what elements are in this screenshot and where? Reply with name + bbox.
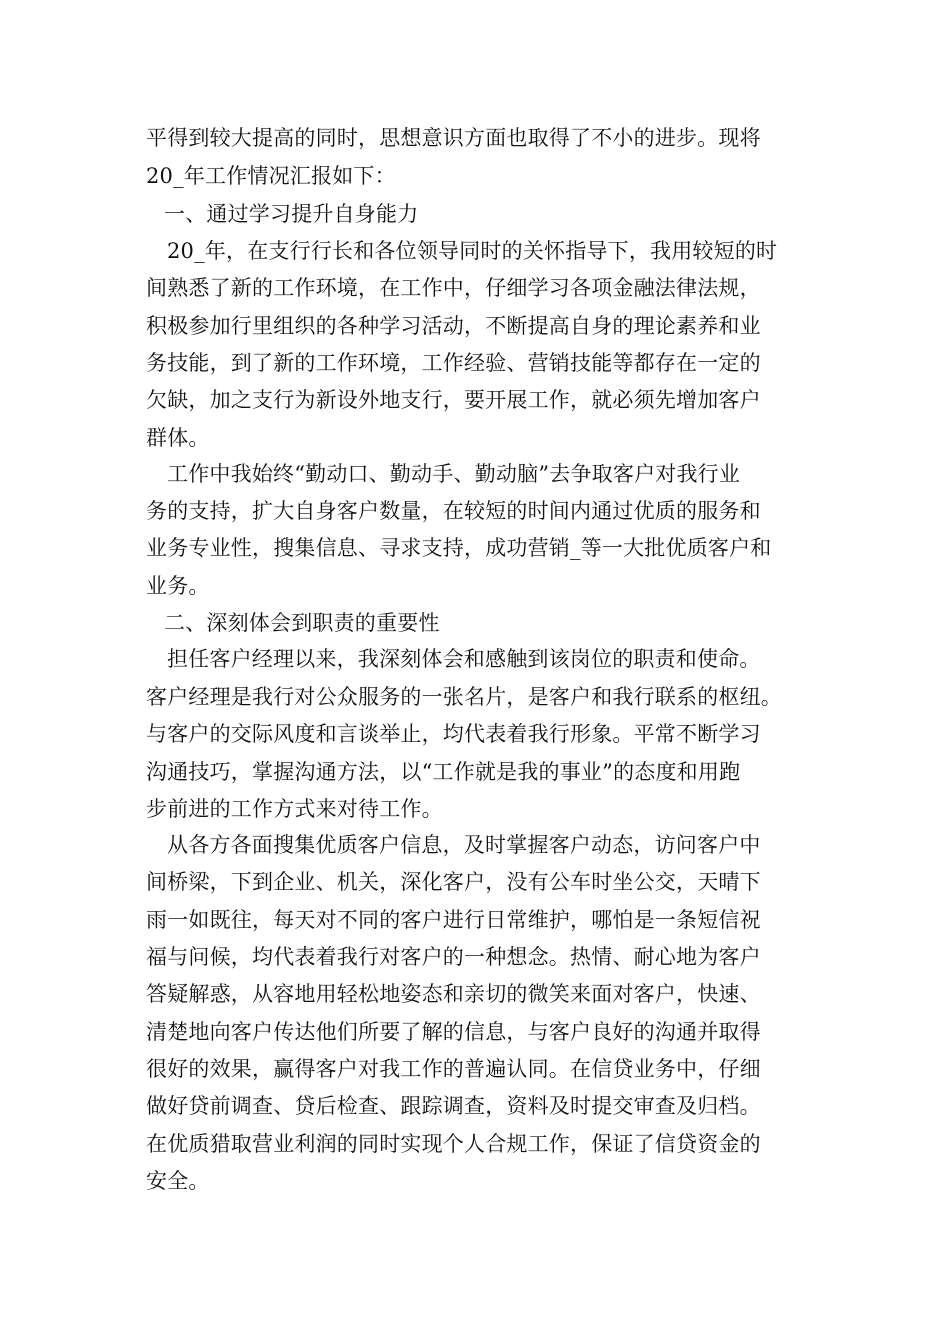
- paragraph-line: 安全。: [146, 1169, 210, 1193]
- paragraph-line: 担任客户经理以来，我深刻体会和感触到该岗位的职责和使命。: [167, 647, 761, 671]
- paragraph-line: 答疑解惑，从容地用轻松地姿态和亲切的微笑来面对客户，快速、: [146, 982, 761, 1006]
- paragraph-line: 积极参加行里组织的各种学习活动，不断提高自身的理论素养和业: [146, 314, 761, 338]
- paragraph-line: 间熟悉了新的工作环境，在工作中，仔细学习各项金融法律法规，: [146, 276, 761, 300]
- paragraph-line: 业务专业性，搜集信息、寻求支持，成功营销_等一大批优质客户和: [146, 536, 772, 560]
- paragraph-line: 与客户的交际风度和言谈举止，均代表着我行形象。平常不断学习: [146, 722, 761, 746]
- paragraph-line: 业务。: [146, 574, 210, 598]
- paragraph-line: 在优质猎取营业利润的同时实现个人合规工作，保证了信贷资金的: [146, 1132, 761, 1156]
- paragraph-line: 清楚地向客户传达他们所要了解的信息，与客户良好的沟通并取得: [146, 1020, 761, 1044]
- paragraph-line: 沟通技巧，掌握沟通方法，以“工作就是我的事业”的态度和用跑: [146, 760, 741, 784]
- paragraph-line: 群体。: [146, 426, 210, 450]
- paragraph-line: 很好的效果，赢得客户对我工作的普遍认同。在信贷业务中，仔细: [146, 1057, 761, 1081]
- paragraph-line: 步前进的工作方式来对待工作。: [146, 797, 443, 821]
- paragraph-line: 间桥梁，下到企业、机关，深化客户，没有公车时坐公交，天晴下: [146, 870, 761, 894]
- paragraph-line: 平得到较大提高的同时，思想意识方面也取得了不小的进步。现将: [146, 126, 761, 150]
- paragraph-line: 从各方各面搜集优质客户信息，及时掌握客户动态，访问客户中: [167, 833, 761, 857]
- paragraph-line: 工作中我始终“勤动口、勤动手、勤动脑”去争取客户对我行业: [167, 462, 741, 486]
- section-heading: 一、通过学习提升自身能力: [164, 202, 419, 226]
- paragraph-line: 雨一如既往，每天对不同的客户进行日常维护，哪怕是一条短信祝: [146, 908, 761, 932]
- paragraph-line: 客户经理是我行对公众服务的一张名片，是客户和我行联系的枢纽。: [146, 685, 782, 709]
- paragraph-line: 务的支持，扩大自身客户数量，在较短的时间内通过优质的服务和: [146, 499, 761, 523]
- paragraph-line: 20_年工作情况汇报如下：: [146, 164, 396, 188]
- section-heading: 二、深刻体会到职责的重要性: [164, 611, 440, 635]
- paragraph-line: 做好贷前调查、贷后检查、跟踪调查，资料及时提交审查及归档。: [146, 1094, 761, 1118]
- paragraph-line: 务技能，到了新的工作环境，工作经验、营销技能等都存在一定的: [146, 351, 761, 375]
- paragraph-line: 20_年，在支行行长和各位领导同时的关怀指导下，我用较短的时: [167, 239, 778, 263]
- paragraph-line: 欠缺，加之支行为新设外地支行，要开展工作，就必须先增加客户: [146, 388, 761, 412]
- paragraph-line: 福与问候，均代表着我行对客户的一种想念。热情、耐心地为客户: [146, 945, 761, 969]
